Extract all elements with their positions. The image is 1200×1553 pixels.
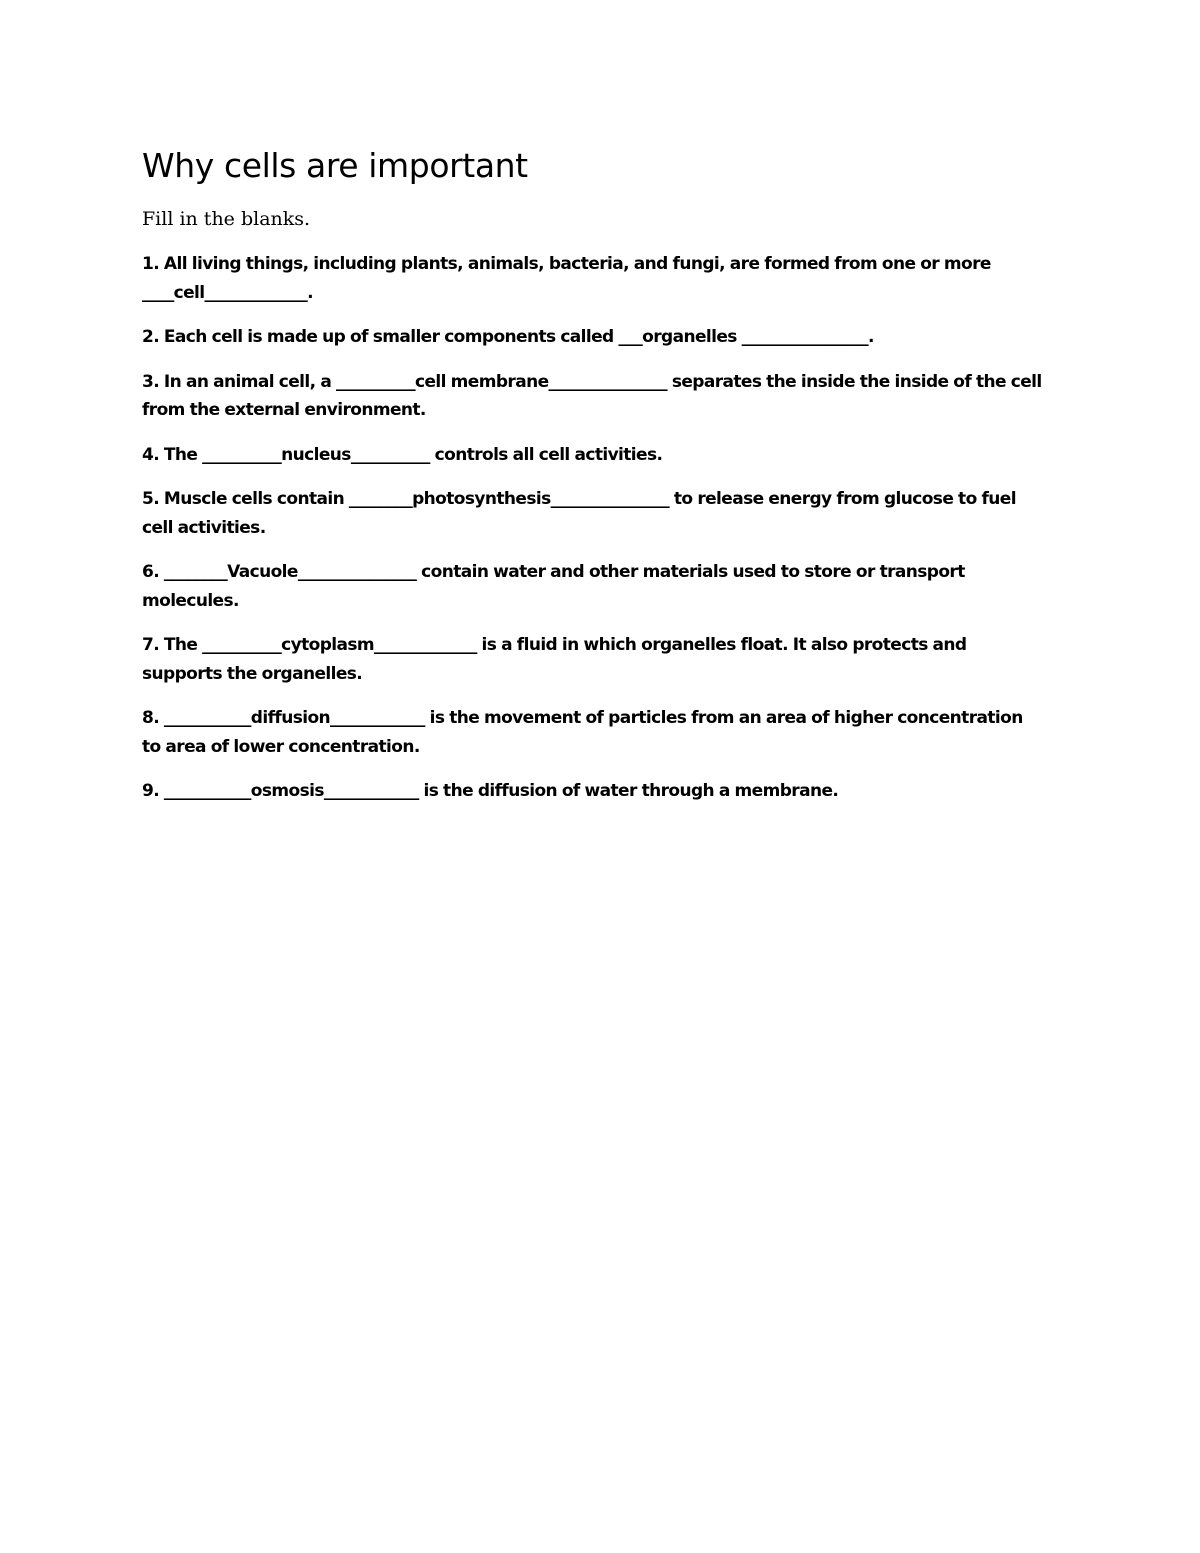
question-1: 1. All living things, including plants, animals, bacteria, and fungi, are formed from one or more ____cell_____________. (142, 254, 996, 303)
question-7: 7. The __________cytoplasm_____________ is a fluid in which organelles float. It also protects and supports the organelles. (142, 635, 972, 684)
question-3: 3. In an animal cell, a __________cell membrane_______________ separates the inside the inside of the cell from the external environment. (142, 371, 1047, 420)
question-5: 5. Muscle cells contain ________photosynthesis_______________ to release energy from glucose to fuel cell activities. (142, 489, 1021, 538)
question-2: 2. Each cell is made up of smaller components called ___organelles ________________. (142, 327, 874, 347)
question-8: 8. ___________diffusion____________ is the movement of particles from an area of higher concentration to area of lower concentration. (142, 708, 1028, 757)
question-6: 6. ________Vacuole_______________ contain water and other materials used to store or transport molecules. (142, 562, 970, 611)
question-list (142, 250, 1047, 822)
page-title: Why cells are important (142, 146, 528, 185)
question-4: 4. The __________nucleus__________ controls all cell activities. (142, 444, 663, 465)
question-9: 9. ___________osmosis____________ is the diffusion of water through a membrane. (142, 781, 839, 801)
instructions: Fill in the blanks. (142, 208, 311, 230)
